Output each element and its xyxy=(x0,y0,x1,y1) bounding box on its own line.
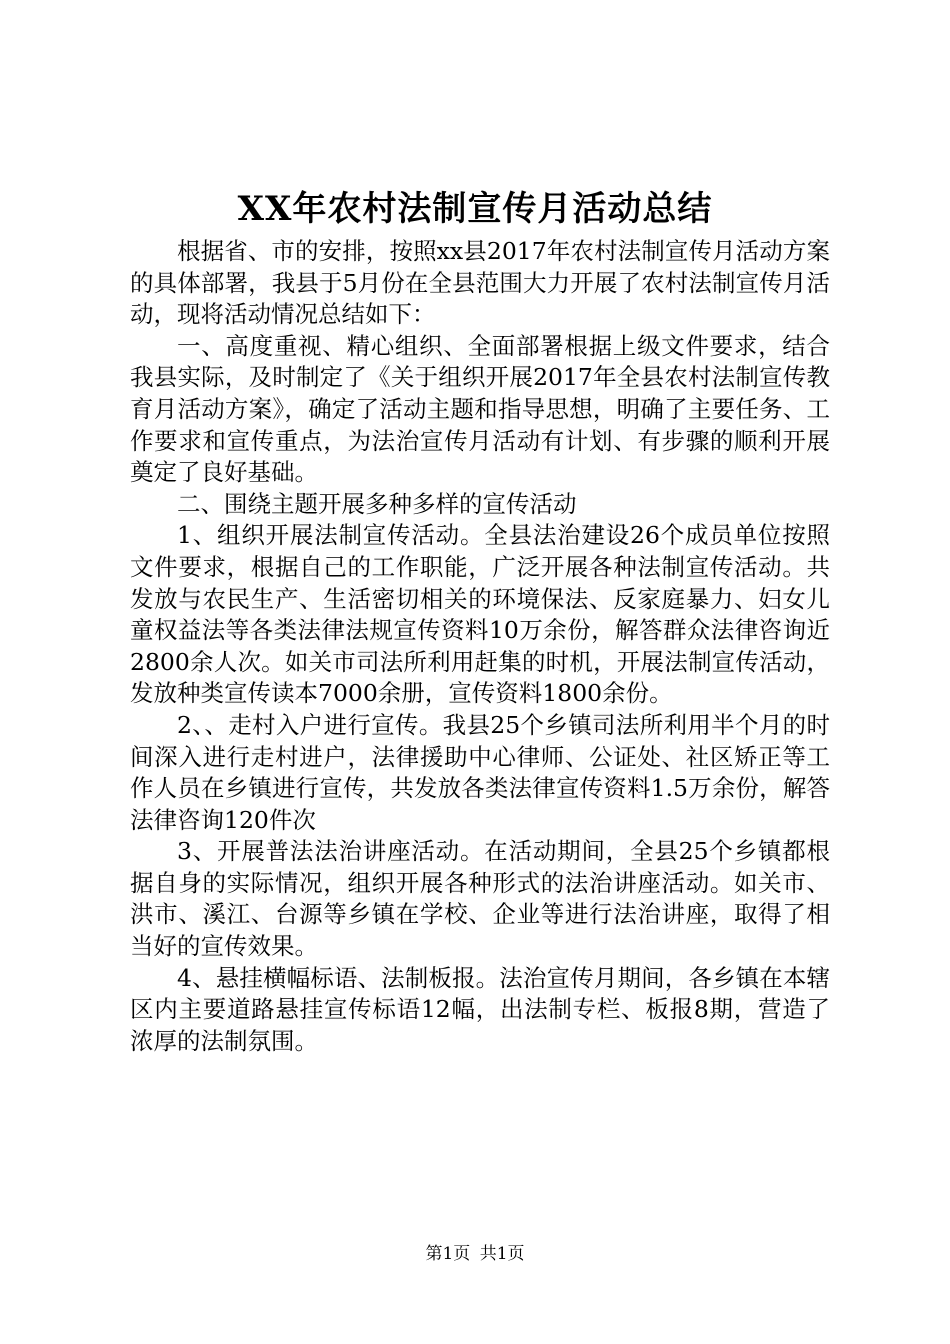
document-title: XX年农村法制宣传月活动总结 xyxy=(237,189,713,229)
paragraph-item-4: 4、悬挂横幅标语、法制板报。法治宣传月期间，各乡镇在本辖区内主要道路悬挂宣传标语12幅，出法制专栏、板报8期，营造了浓厚的法制氛围。 xyxy=(130,963,830,1055)
paragraph-intro: 根据省、市的安排，按照xx县2017年农村法制宣传月活动方案的具体部署，我县于5月份在全县范围大力开展了农村法制宣传月活动，现将活动情况总结如下： xyxy=(130,237,830,329)
paragraph-section-2-heading: 二、围绕主题开展多种多样的宣传活动 xyxy=(177,489,577,518)
paragraph-item-3: 3、开展普法法治讲座活动。在活动期间，全县25个乡镇都根据自身的实际情况，组织开展各种形式的法治讲座活动。如关市、洪市、溪江、台源等乡镇在学校、企业等进行法治讲座，取得了相当好的宣传效果。 xyxy=(130,837,830,961)
paragraph-item-1: 1、组织开展法制宣传活动。全县法治建设26个成员单位按照文件要求，根据自己的工作职能，广泛开展各种法制宣传活动。共发放与农民生产、生活密切相关的环境保法、反家庭暴力、妇女儿童权益法等各类法律法规宣传资料10万余份，解答群众法律咨询近2800余人次。如关市司法所利用赶集的时机，开展法制宣传活动，发放种类宣传读本7000余册，宣传资料1800余份。 xyxy=(130,521,830,708)
page-footer xyxy=(0,1243,950,1265)
paragraph-section-1: 一、高度重视、精心组织、全面部署根据上级文件要求，结合我县实际，及时制定了《关于组织开展2017年全县农村法制宣传教育月活动方案》，确定了活动主题和指导思想，明确了主要任务、工作要求和宣传重点，为法治宣传月活动有计划、有步骤的顺利开展奠定了良好基础。 xyxy=(130,331,830,487)
paragraph-item-2: 2、、走村入户进行宣传。我县25个乡镇司法所利用半个月的时间深入进行走村进户，法律援助中心律师、公证处、社区矫正等工作人员在乡镇进行宣传，共发放各类法律宣传资料1.5万余份，解答法律咨询120件次 xyxy=(130,710,830,834)
document-body xyxy=(130,236,830,1057)
page-number-current: 第1页 xyxy=(425,1244,471,1264)
page-number-total: 共1页 xyxy=(479,1244,525,1264)
